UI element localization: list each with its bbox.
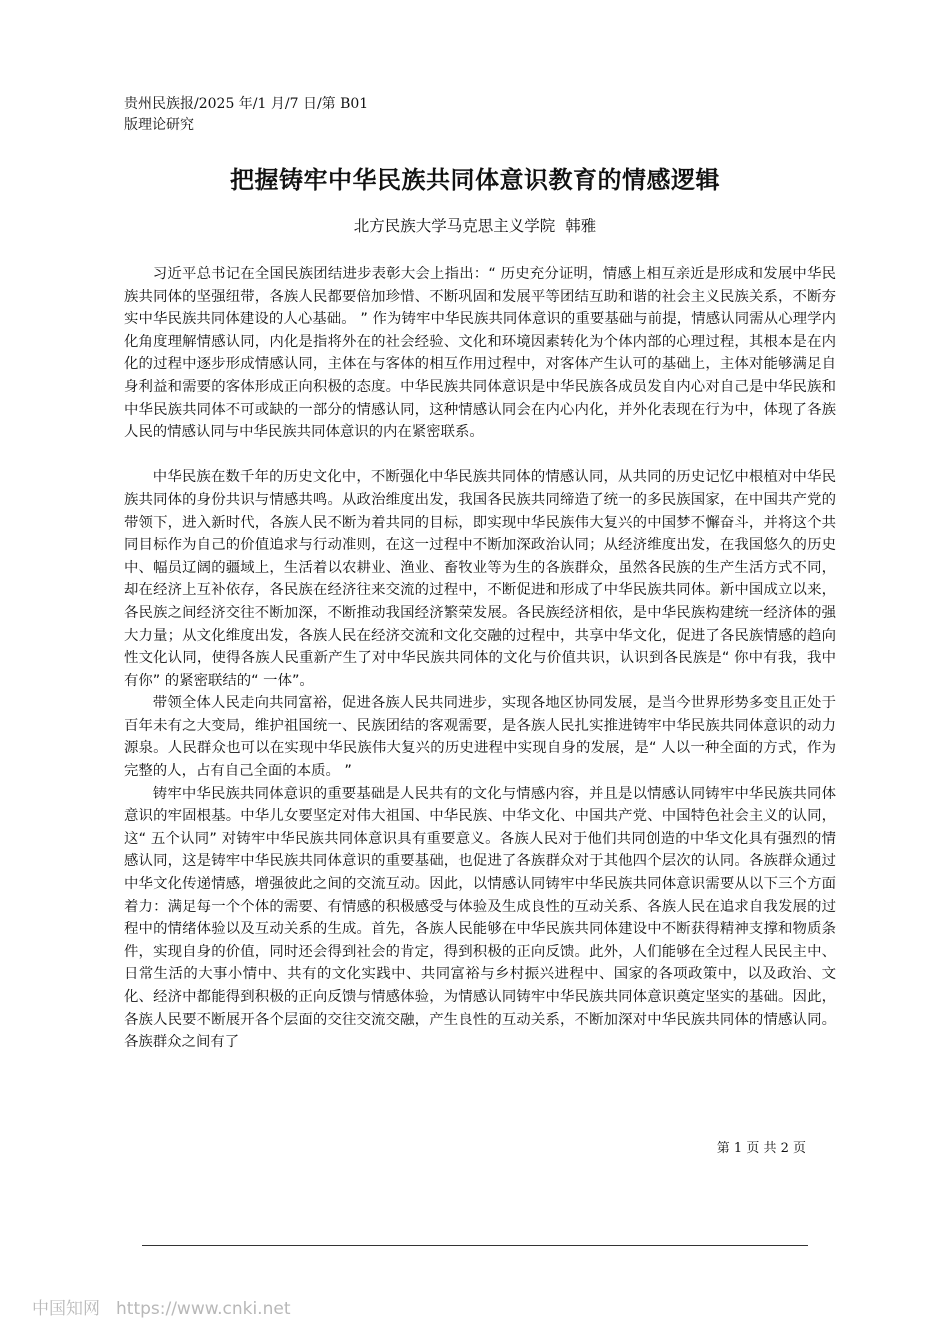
author-affiliation: 北方民族大学马克思主义学院 (353, 217, 556, 235)
paragraph: 铸牢中华民族共同体意识的重要基础是人民共有的文化与情感内容，并且是以情感认同铸牢中华民族共同体意识的牢固根基。中华儿女要坚定对伟大祖国、中华民族、中华文化、中国共产党、中国特色社会主义的认同，这“ 五个认同” 对铸牢中华民族共同体意识具有重要意义。各族人民对于他们共同创造的中华文化具有强烈的情感认同，这是铸牢中华民族共同体意识的重要基础，也促进了各族群众对于其他四个层次的认同。各族群众通过中华文化传递情感，增强彼此之间的交流互动。因此，以情感认同铸牢中华民族共同体意识需要从以下三个方面着力：满足每一个个体的需要、有情感的积极感受与体验及生成良性的互动关系、各族人民在追求自我发展的过程中的情绪体验以及互动关系的生成。首先，各族人民能够在中华民族共同体建设中不断获得精神支撑和物质条件，实现自身的价值，同时还会得到社会的肯定，得到积极的正向反馈。此外，人们能够在全过程人民民主中、日常生活的大事小情中、共有的文化实践中、共同富裕与乡村振兴进程中、国家的各项政策中，以及政治、文化、经济中都能得到积极的正向反馈与情感体验，为情感认同铸牢中华民族共同体意识奠定坚实的基础。因此，各族人民要不断展开各个层面的交往交流交融，产生良性的互动关系，不断加深对中华民族共同体的情感认同。各族群众之间有了 (124, 785, 836, 1051)
watermark-url: https://www.cnki.net (116, 1299, 291, 1319)
watermark-brand: 中国知网 (32, 1299, 100, 1319)
byline (0, 214, 950, 236)
article-title: 把握铸牢中华民族共同体意识教育的情感逻辑 (230, 166, 720, 194)
source-line-2: 版理论研究 (124, 117, 194, 133)
paragraph: 中华民族在数千年的历史文化中，不断强化中华民族共同体的情感认同，从共同的历史记忆中根植对中华民族共同体的身份共识与情感共鸣。从政治维度出发，我国各民族共同缔造了统一的多民族国家，在中国共产党的带领下，进入新时代，各族人民不断为着共同的目标，即实现中华民族伟大复兴的中国梦不懈奋斗，并将这个共同目标作为自己的价值追求与行动准则，在这一过程中不断加深政治认同；从经济维度出发，在我国悠久的历史中、幅员辽阔的疆域上，生活着以农耕业、渔业、畜牧业等为生的各族群众，虽然各民族的生产生活方式不同，却在经济上互补依存，各民族在经济往来交流的过程中，不断促进和形成了中华民族共同体。新中国成立以来，各民族之间经济交往不断加深，不断推动我国经济繁荣发展。各民族经济相依，是中华民族构建统一经济体的强大力量；从文化维度出发，各族人民在经济交流和文化交融的过程中，共享中华文化，促进了各民族情感的趋向性文化认同，使得各族人民重新产生了对中华民族共同体的文化与价值共识，认识到各民族是“ 你中有我，我中有你” 的紧密联结的“ 一体”。 (124, 469, 836, 689)
footer-divider (142, 1245, 808, 1246)
watermark (32, 1294, 290, 1319)
source-line-1: 贵州民族报/2025 年/1 月/7 日/第 B01 (124, 96, 369, 112)
author-name: 韩雅 (565, 217, 597, 235)
paragraph: 习近平总书记在全国民族团结进步表彰大会上指出：“ 历史充分证明，情感上相互亲近是形成和发展中华民族共同体的坚强纽带，各族人民都要倍加珍惜、不断巩固和发展平等团结互助和谐的社会主义民族关系，不断夯实中华民族共同体建设的人心基础。 ” 作为铸牢中华民族共同体意识的重要基础与前提，情感认同需从心理学内化角度理解情感认同，内化是指将外在的社会经验、文化和环境因素转化为个体内部的心理过程，其根本是在内化的过程中逐步形成情感认同，主体在与客体的相互作用过程中，对客体产生认可的基础上，主体对能够满足自身利益和需要的客体形成正向积极的态度。中华民族共同体意识是中华民族各成员发自内心对自己是中华民族和中华民族共同体不可或缺的一部分的情感认同，这种情感认同会在内心内化，并外化表现在行为中，体现了各族人民的情感认同与中华民族共同体意识的内在紧密联系。 (124, 266, 836, 441)
source-info (124, 94, 424, 136)
page-indicator: 第 1 页 共 2 页 (716, 1141, 806, 1156)
article-body (124, 263, 836, 1054)
paragraph: 带领全体人民走向共同富裕，促进各族人民共同进步，实现各地区协同发展，是当今世界形势多变且正处于百年未有之大变局，维护祖国统一、民族团结的客观需要，是各族人民扎实推进铸牢中华民族共同体意识的动力源泉。人民群众也可以在实现中华民族伟大复兴的历史进程中实现自身的发展，是“ 人以一种全面的方式，作为完整的人，占有自己全面的本质。 ” (124, 695, 836, 780)
